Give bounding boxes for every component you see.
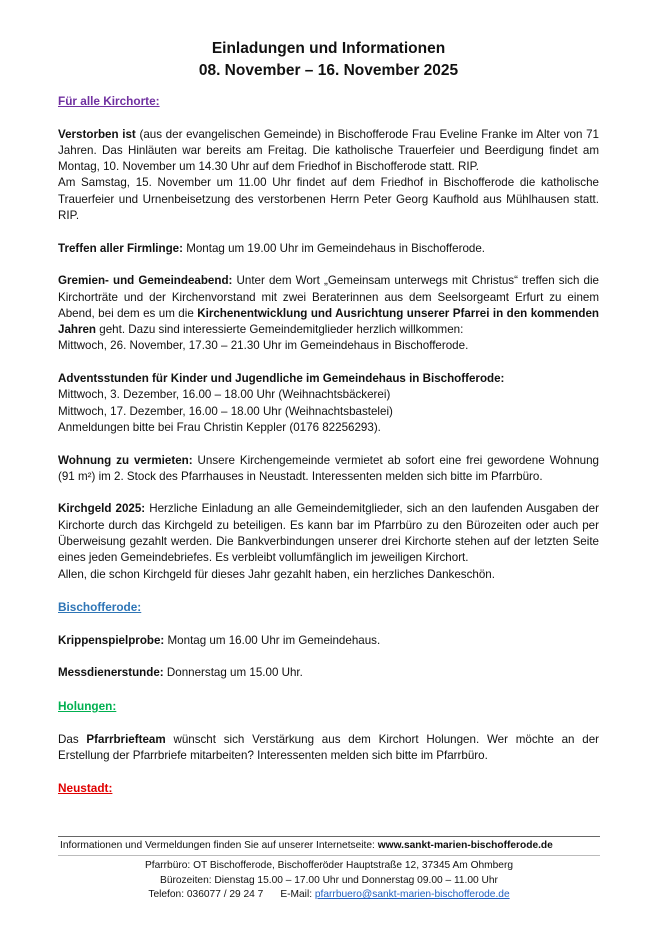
notice-krippenspielprobe bbox=[58, 633, 599, 649]
text: (aus der evangelischen Gemeinde) in Bischofferode Frau Eveline Franke im Alter von 71 Jahren. Das Hinläuten war bereits am Freitag. Die katholische Trauerfeier und Beerdigung findet am Montag, 10. November um 14.30 Uhr auf dem Friedhof in Bischofferode statt. RIP. bbox=[58, 127, 599, 174]
email-link[interactable]: pfarrbuero@sankt-marien-bischofferode.de bbox=[314, 889, 510, 900]
section-heading: Holungen: bbox=[58, 698, 117, 713]
text: Unter dem Wort „Gemeinsam unterwegs mit Christus“ treffen sich die Kirchorträte und der Kirchenvorstand mit zwei Beraterinnen aus dem Seelsorgeamt Erfurt zu einem Abend, bei dem es um die bbox=[58, 274, 599, 320]
footer-email-label: E-Mail: bbox=[280, 889, 315, 900]
notice-wohnung bbox=[58, 453, 599, 486]
document-title bbox=[58, 38, 599, 82]
notice-gemeindeabend bbox=[58, 273, 599, 354]
section-fuer-alle-kirchorte bbox=[58, 93, 599, 110]
title-date-range: 08. November – 16. November 2025 bbox=[198, 62, 459, 79]
paragraph-line bbox=[58, 127, 599, 176]
notice-adventsstunden bbox=[58, 371, 599, 436]
section-holungen bbox=[58, 698, 599, 715]
paragraph-line bbox=[58, 175, 599, 224]
bold-text: Messdienerstunde: bbox=[58, 666, 164, 680]
text: Allen, die schon Kirchgeld für dieses Jahr gezahlt haben, ein herzliches Dankeschön. bbox=[58, 567, 495, 581]
text: Montag um 19.00 Uhr im Gemeindehaus in Bischofferode. bbox=[182, 241, 486, 255]
notice-firmlinge bbox=[58, 241, 599, 257]
bold-text: Kirchenentwicklung und Ausrichtung unserer Pfarrei in den kommenden Jahren bbox=[58, 306, 599, 337]
bold-text: Adventsstunden für Kinder und Jugendliche im Gemeindehaus in Bischofferode: bbox=[58, 372, 505, 386]
title-line-1: Einladungen und Informationen bbox=[211, 40, 446, 57]
paragraph-line bbox=[58, 453, 599, 486]
bold-text: Wohnung zu vermieten: bbox=[58, 453, 193, 467]
text: wünscht sich Verstärkung aus dem Kirchort Holungen. Wer möchte an der Erstellung der Pfarrbriefe mitarbeiten? Interessenten melden sich bitte im Pfarrbüro. bbox=[58, 732, 599, 762]
bold-text: Kirchgeld 2025: bbox=[58, 502, 146, 516]
bold-text: Krippenspielprobe: bbox=[58, 633, 165, 647]
section-heading: Neustadt: bbox=[58, 781, 113, 796]
paragraph-line bbox=[58, 404, 599, 420]
notice-messdienerstunde bbox=[58, 665, 599, 681]
paragraph-line bbox=[58, 338, 599, 354]
text: Donnerstag um 15.00 Uhr. bbox=[163, 666, 303, 680]
section-heading: Bischofferode: bbox=[58, 600, 142, 615]
paragraph-line bbox=[58, 241, 599, 257]
bold-text: Treffen aller Firmlinge: bbox=[58, 241, 183, 255]
text: Am Samstag, 15. November um 11.00 Uhr findet auf dem Friedhof in Bischofferode die katholische Trauerfeier und Urnenbeisetzung des verstorbenen Herrn Peter Georg Kaufhold aus Mühlhausen statt. RIP. bbox=[58, 176, 599, 223]
text: Mittwoch, 17. Dezember, 16.00 – 18.00 Uhr (Weihnachtsbastelei) bbox=[58, 404, 393, 418]
footer-website-line bbox=[58, 837, 600, 855]
text: Montag um 16.00 Uhr im Gemeindehaus. bbox=[164, 633, 381, 647]
footer-address: Pfarrbüro: OT Bischofferode, Bischofferöder Hauptstraße 12, 37345 Am Ohmberg bbox=[144, 860, 514, 871]
paragraph-line bbox=[58, 387, 599, 403]
paragraph-line bbox=[58, 371, 599, 387]
footer-contact bbox=[58, 888, 600, 903]
bold-text: Pfarrbriefteam bbox=[86, 732, 166, 746]
bold-text: Verstorben ist bbox=[58, 127, 136, 141]
notice-kirchgeld bbox=[58, 501, 599, 582]
section-bischofferode bbox=[58, 599, 599, 616]
document-page bbox=[58, 38, 599, 814]
paragraph-line bbox=[58, 665, 599, 681]
text: Mittwoch, 26. November, 17.30 – 21.30 Uhr im Gemeindehaus in Bischofferode. bbox=[58, 339, 469, 353]
paragraph-line bbox=[58, 732, 599, 765]
footer-divider-thin bbox=[58, 855, 600, 856]
paragraph-line bbox=[58, 420, 599, 436]
text: Das bbox=[58, 732, 87, 746]
footer bbox=[58, 836, 600, 903]
text: geht. Dazu sind interessierte Gemeindemitglieder herzlich willkommen: bbox=[96, 323, 464, 337]
website-link[interactable]: www.sankt-marien-bischofferode.de bbox=[377, 840, 553, 851]
paragraph-line bbox=[58, 273, 599, 338]
text: Mittwoch, 3. Dezember, 16.00 – 18.00 Uhr (Weihnachtsbäckerei) bbox=[58, 388, 391, 402]
footer-phone: Telefon: 036077 / 29 24 7 bbox=[148, 889, 264, 900]
notice-pfarrbriefteam bbox=[58, 732, 599, 765]
paragraph-line bbox=[58, 633, 599, 649]
content-blocks bbox=[58, 93, 599, 798]
section-heading: Für alle Kirchorte: bbox=[58, 94, 160, 108]
section-neustadt bbox=[58, 780, 599, 797]
bold-text: Gremien- und Gemeindeabend: bbox=[58, 274, 233, 288]
footer-office-hours: Bürozeiten: Dienstag 15.00 – 17.00 Uhr und Donnerstag 09.00 – 11.00 Uhr bbox=[160, 874, 498, 886]
paragraph-line bbox=[58, 567, 599, 583]
text: Anmeldungen bitte bei Frau Christin Keppler (0176 82256293). bbox=[58, 420, 381, 434]
notice-verstorben bbox=[58, 127, 599, 225]
text: Unsere Kirchengemeinde vermietet ab sofort eine frei gewordene Wohnung (91 m²) im 2. Stock des Pfarrhauses in Neustadt. Interessenten melden sich bitte im Pfarrbüro. bbox=[58, 453, 599, 483]
paragraph-line bbox=[58, 501, 599, 566]
text: Herzliche Einladung an alle Gemeindemitglieder, sich an den laufenden Ausgaben der Kirchorte durch das Kirchgeld zu beteiligen. Es kann bar im Pfarrbüro zu den Bürozeiten oder auch per Überweisung gezahlt werden. Die Bankverbindungen unserer drei Kirchorte stehen auf der letzten Seite eines jeden Gemeindebriefes. Es verbleibt vollumfänglich im jeweiligen Kirchort. bbox=[58, 502, 599, 565]
website-prefix: Informationen und Vermeldungen finden Sie auf unserer Internetseite: bbox=[60, 840, 378, 851]
